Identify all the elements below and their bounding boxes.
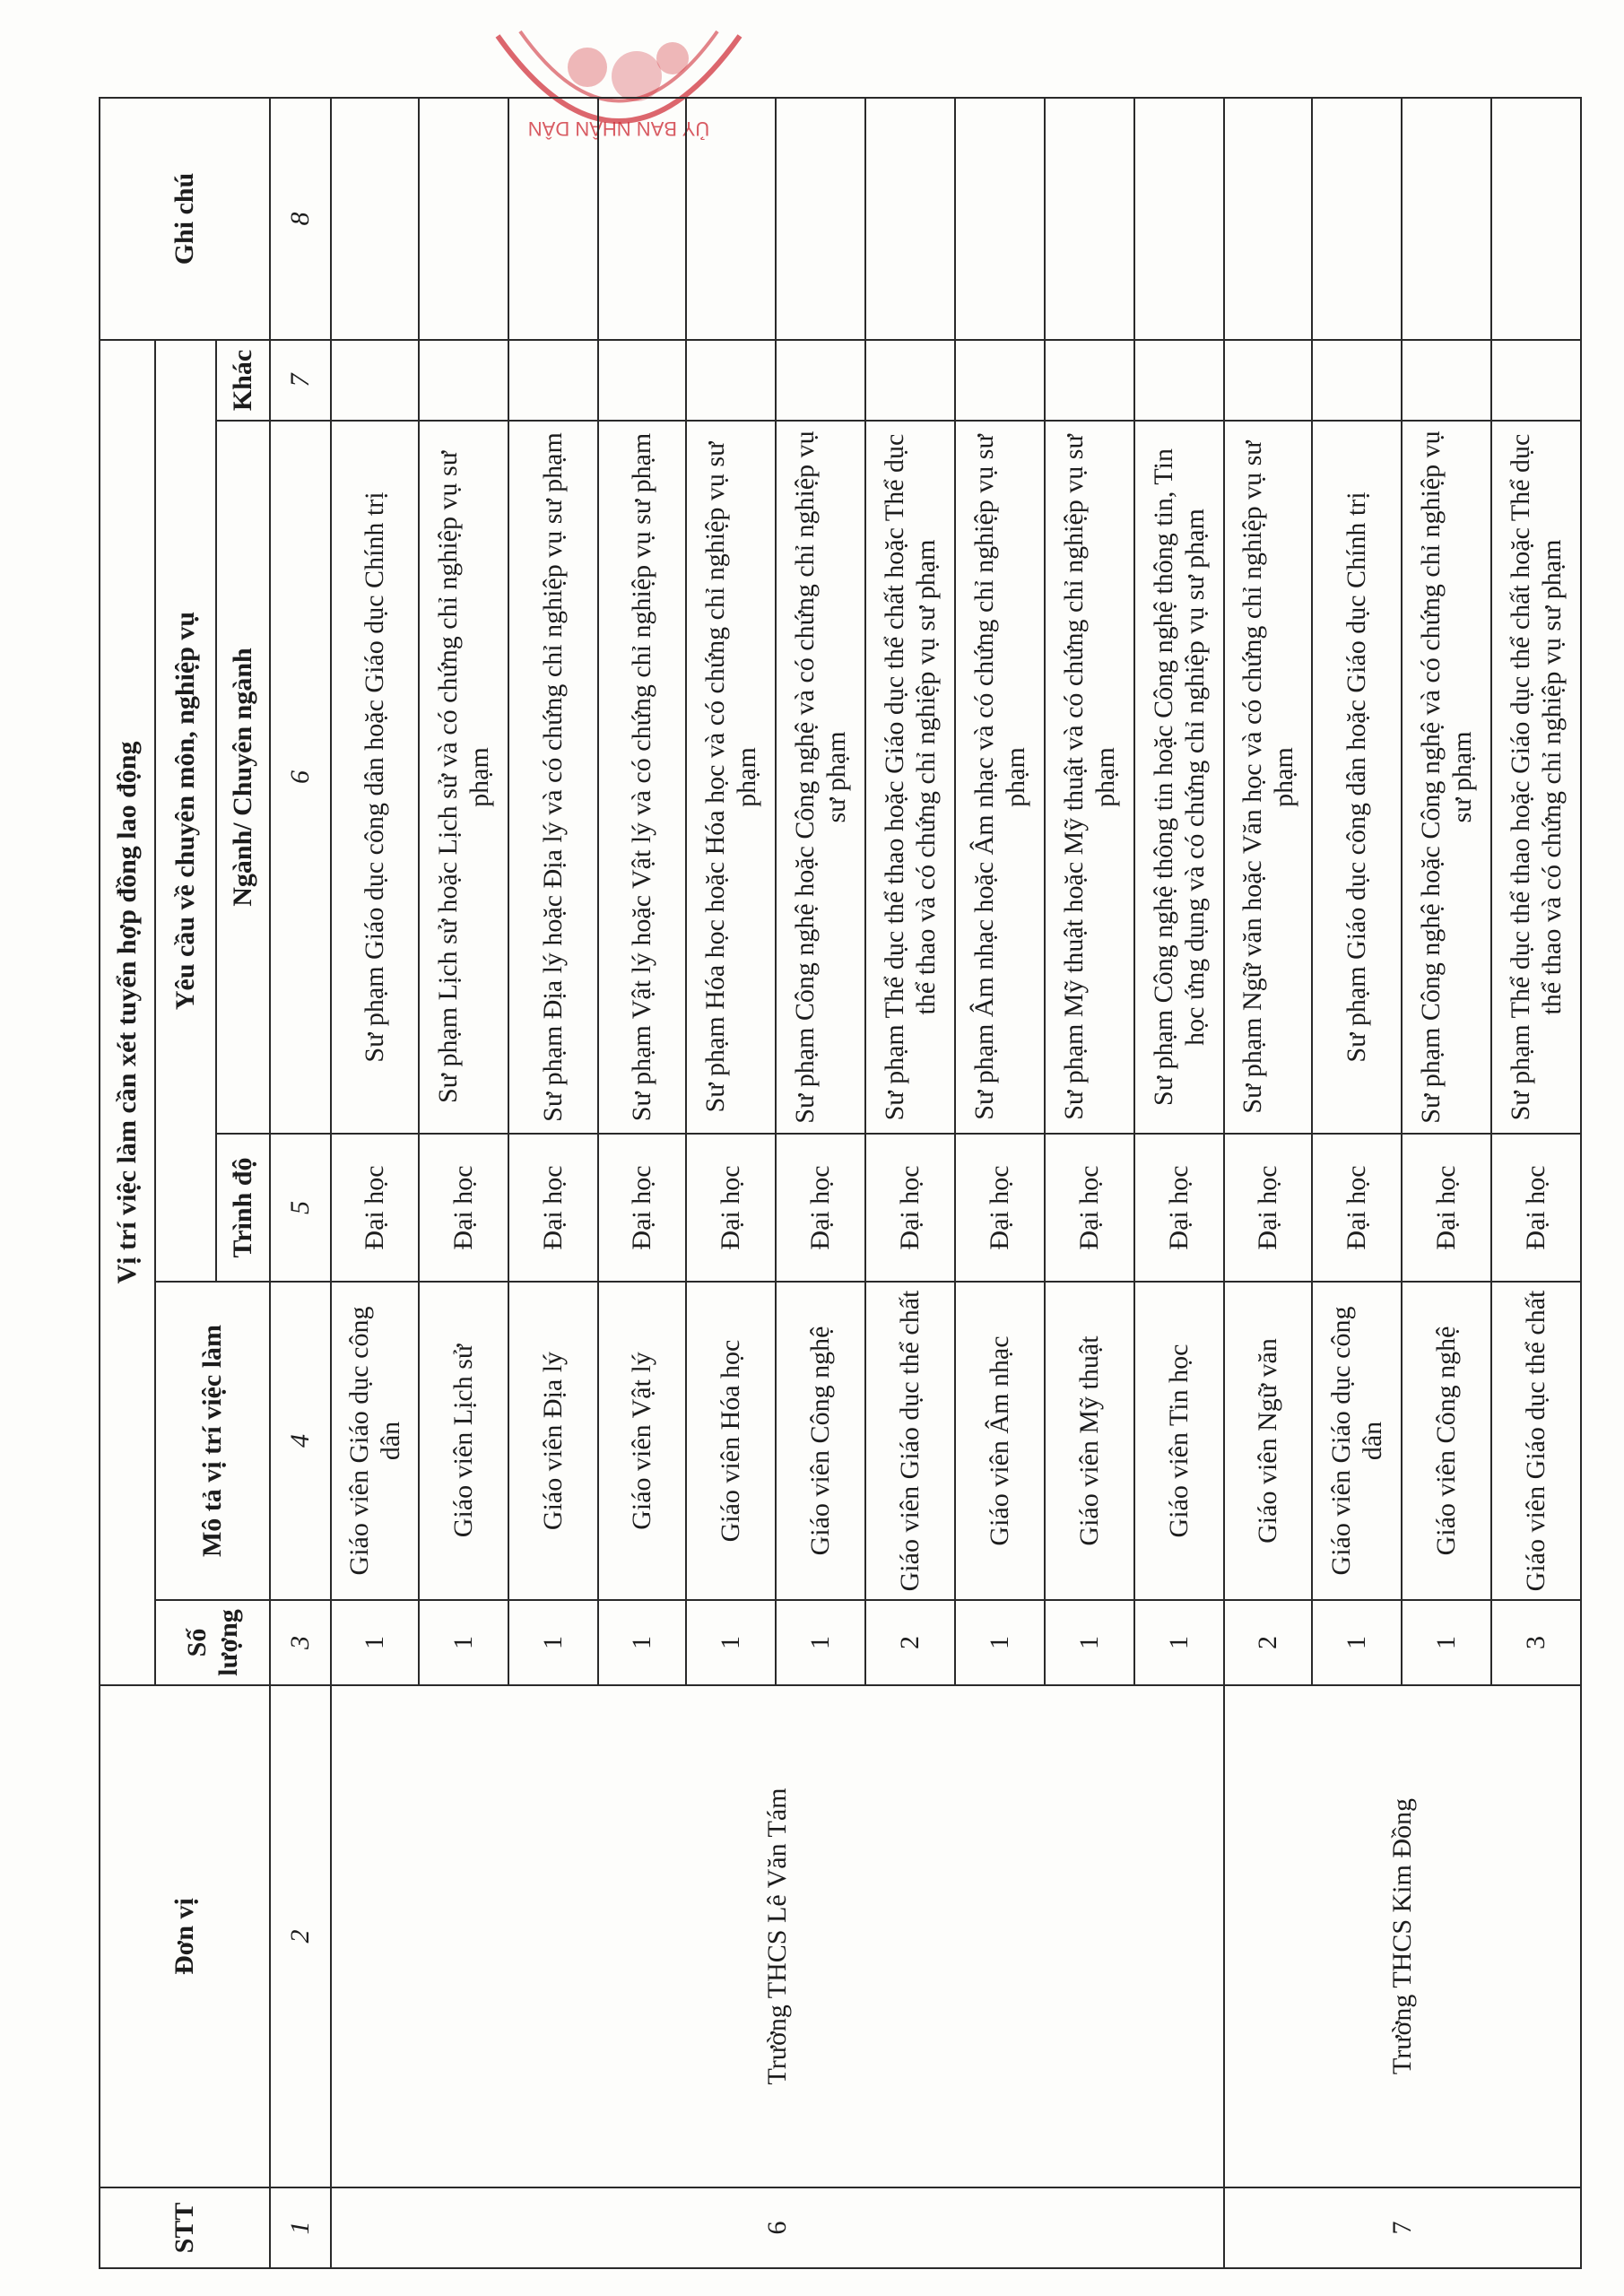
header-trinh-do: Trình độ <box>216 1134 270 1282</box>
major-cell: Sư phạm Âm nhạc hoặc Âm nhạc và có chứng chỉ nghiệp vụ sư phạm <box>955 421 1045 1134</box>
major-cell: Sư phạm Mỹ thuật hoặc Mỹ thuật và có chứng chỉ nghiệp vụ sư phạm <box>1045 421 1134 1134</box>
note-cell <box>686 98 776 340</box>
khac-cell <box>331 340 419 421</box>
note-cell <box>1045 98 1134 340</box>
note-cell <box>598 98 686 340</box>
job-description-cell: Giáo viên Giáo dục công dân <box>331 1282 419 1600</box>
khac-cell <box>598 340 686 421</box>
khac-cell <box>1134 340 1224 421</box>
unit-name: Trường THCS Kim Đồng <box>1224 1685 1581 2187</box>
job-description-cell: Giáo viên Giáo dục công dân <box>1312 1282 1402 1600</box>
table-row <box>331 98 419 2268</box>
rotated-table-container <box>99 99 1567 2269</box>
col-number: 6 <box>270 421 331 1134</box>
note-cell <box>331 98 419 340</box>
header-nganh: Ngành/ Chuyên ngành <box>216 421 270 1134</box>
khac-cell <box>955 340 1045 421</box>
job-description-cell: Giáo viên Vật lý <box>598 1282 686 1600</box>
major-cell: Sư phạm Thể dục thể thao hoặc Giáo dục thể chất hoặc Thể dục thể thao và có chứng chỉ nghiệp vụ sư phạm <box>865 421 955 1134</box>
unit-stt: 6 <box>331 2187 1224 2268</box>
col-number: 5 <box>270 1134 331 1282</box>
khac-cell <box>1312 340 1402 421</box>
job-description-cell: Giáo viên Công nghệ <box>776 1282 865 1600</box>
khac-cell <box>776 340 865 421</box>
note-cell <box>865 98 955 340</box>
unit-stt: 7 <box>1224 2187 1581 2268</box>
level-cell: Đại học <box>419 1134 508 1282</box>
major-cell: Sư phạm Công nghệ hoặc Công nghệ và có chứng chỉ nghiệp vụ sư phạm <box>1402 421 1491 1134</box>
level-cell: Đại học <box>865 1134 955 1282</box>
note-cell <box>1224 98 1312 340</box>
job-description-cell: Giáo viên Địa lý <box>508 1282 598 1600</box>
khac-cell <box>686 340 776 421</box>
quantity-cell: 2 <box>865 1600 955 1685</box>
level-cell: Đại học <box>955 1134 1045 1282</box>
header-don-vi: Đơn vị <box>100 1685 270 2187</box>
header-ghi-chu: Ghi chú <box>100 98 270 340</box>
header-so-luong: Số lượng <box>155 1600 270 1685</box>
header-mo-ta: Mô tả vị trí việc làm <box>155 1282 270 1600</box>
level-cell: Đại học <box>1134 1134 1224 1282</box>
quantity-cell: 2 <box>1224 1600 1312 1685</box>
major-cell: Sư phạm Công nghệ hoặc Công nghệ và có chứng chỉ nghiệp vụ sư phạm <box>776 421 865 1134</box>
note-cell <box>955 98 1045 340</box>
svg-text:ỦY BAN NHÂN DÂN: ỦY BAN NHÂN DÂN <box>527 117 710 140</box>
quantity-cell: 1 <box>686 1600 776 1685</box>
major-cell: Sư phạm Ngữ văn hoặc Văn học và có chứng chỉ nghiệp vụ sư phạm <box>1224 421 1312 1134</box>
major-cell: Sư phạm Lịch sử hoặc Lịch sử và có chứng chỉ nghiệp vụ sư phạm <box>419 421 508 1134</box>
col-number: 1 <box>270 2187 331 2268</box>
job-description-cell: Giáo viên Âm nhạc <box>955 1282 1045 1600</box>
col-number: 2 <box>270 1685 331 2187</box>
quantity-cell: 1 <box>331 1600 419 1685</box>
header-vi-tri: Vị trí việc làm cần xét tuyển hợp đồng lao động <box>100 340 155 1685</box>
unit-name: Trường THCS Lê Văn Tám <box>331 1685 1224 2187</box>
quantity-cell: 1 <box>1045 1600 1134 1685</box>
job-description-cell: Giáo viên Lịch sử <box>419 1282 508 1600</box>
column-number-row <box>270 98 331 2268</box>
note-cell <box>419 98 508 340</box>
khac-cell <box>1045 340 1134 421</box>
major-cell: Sư phạm Giáo dục công dân hoặc Giáo dục Chính trị <box>331 421 419 1134</box>
note-cell <box>1402 98 1491 340</box>
header-stt: STT <box>100 2187 270 2268</box>
khac-cell <box>1224 340 1312 421</box>
quantity-cell: 1 <box>598 1600 686 1685</box>
level-cell: Đại học <box>331 1134 419 1282</box>
level-cell: Đại học <box>598 1134 686 1282</box>
note-cell <box>508 98 598 340</box>
job-description-cell: Giáo viên Tin học <box>1134 1282 1224 1600</box>
table-row <box>1224 98 1312 2268</box>
quantity-cell: 1 <box>1312 1600 1402 1685</box>
header-khac: Khác <box>216 340 270 421</box>
col-number: 3 <box>270 1600 331 1685</box>
major-cell: Sư phạm Hóa học hoặc Hóa học và có chứng chỉ nghiệp vụ sư phạm <box>686 421 776 1134</box>
quantity-cell: 1 <box>419 1600 508 1685</box>
level-cell: Đại học <box>686 1134 776 1282</box>
job-description-cell: Giáo viên Giáo dục thể chất <box>1491 1282 1581 1600</box>
job-description-cell: Giáo viên Công nghệ <box>1402 1282 1491 1600</box>
major-cell: Sư phạm Vật lý hoặc Vật lý và có chứng chỉ nghiệp vụ sư phạm <box>598 421 686 1134</box>
major-cell: Sư phạm Giáo dục công dân hoặc Giáo dục Chính trị <box>1312 421 1402 1134</box>
khac-cell <box>865 340 955 421</box>
header-yeu-cau: Yêu cầu về chuyên môn, nghiệp vụ <box>155 340 216 1282</box>
major-cell: Sư phạm Thể dục thể thao hoặc Giáo dục thể chất hoặc Thể dục thể thao và có chứng chỉ nghiệp vụ sư phạm <box>1491 421 1581 1134</box>
khac-cell <box>419 340 508 421</box>
quantity-cell: 1 <box>776 1600 865 1685</box>
note-cell <box>1312 98 1402 340</box>
quantity-cell: 3 <box>1491 1600 1581 1685</box>
note-cell <box>776 98 865 340</box>
note-cell <box>1491 98 1581 340</box>
level-cell: Đại học <box>508 1134 598 1282</box>
job-description-cell: Giáo viên Hóa học <box>686 1282 776 1600</box>
khac-cell <box>508 340 598 421</box>
level-cell: Đại học <box>1491 1134 1581 1282</box>
job-description-cell: Giáo viên Mỹ thuật <box>1045 1282 1134 1600</box>
khac-cell <box>1491 340 1581 421</box>
col-number: 4 <box>270 1282 331 1600</box>
quantity-cell: 1 <box>1402 1600 1491 1685</box>
quantity-cell: 1 <box>508 1600 598 1685</box>
job-description-cell: Giáo viên Giáo dục thể chất <box>865 1282 955 1600</box>
major-cell: Sư phạm Công nghệ thông tin hoặc Công nghệ thông tin, Tin học ứng dụng và có chứng chỉ nghiệp vụ sư phạm <box>1134 421 1224 1134</box>
level-cell: Đại học <box>1045 1134 1134 1282</box>
level-cell: Đại học <box>776 1134 865 1282</box>
major-cell: Sư phạm Địa lý hoặc Địa lý và có chứng chỉ nghiệp vụ sư phạm <box>508 421 598 1134</box>
khac-cell <box>1402 340 1491 421</box>
note-cell <box>1134 98 1224 340</box>
level-cell: Đại học <box>1312 1134 1402 1282</box>
recruitment-table <box>99 97 1582 2269</box>
level-cell: Đại học <box>1402 1134 1491 1282</box>
col-number: 8 <box>270 98 331 340</box>
level-cell: Đại học <box>1224 1134 1312 1282</box>
quantity-cell: 1 <box>1134 1600 1224 1685</box>
quantity-cell: 1 <box>955 1600 1045 1685</box>
col-number: 7 <box>270 340 331 421</box>
job-description-cell: Giáo viên Ngữ văn <box>1224 1282 1312 1600</box>
